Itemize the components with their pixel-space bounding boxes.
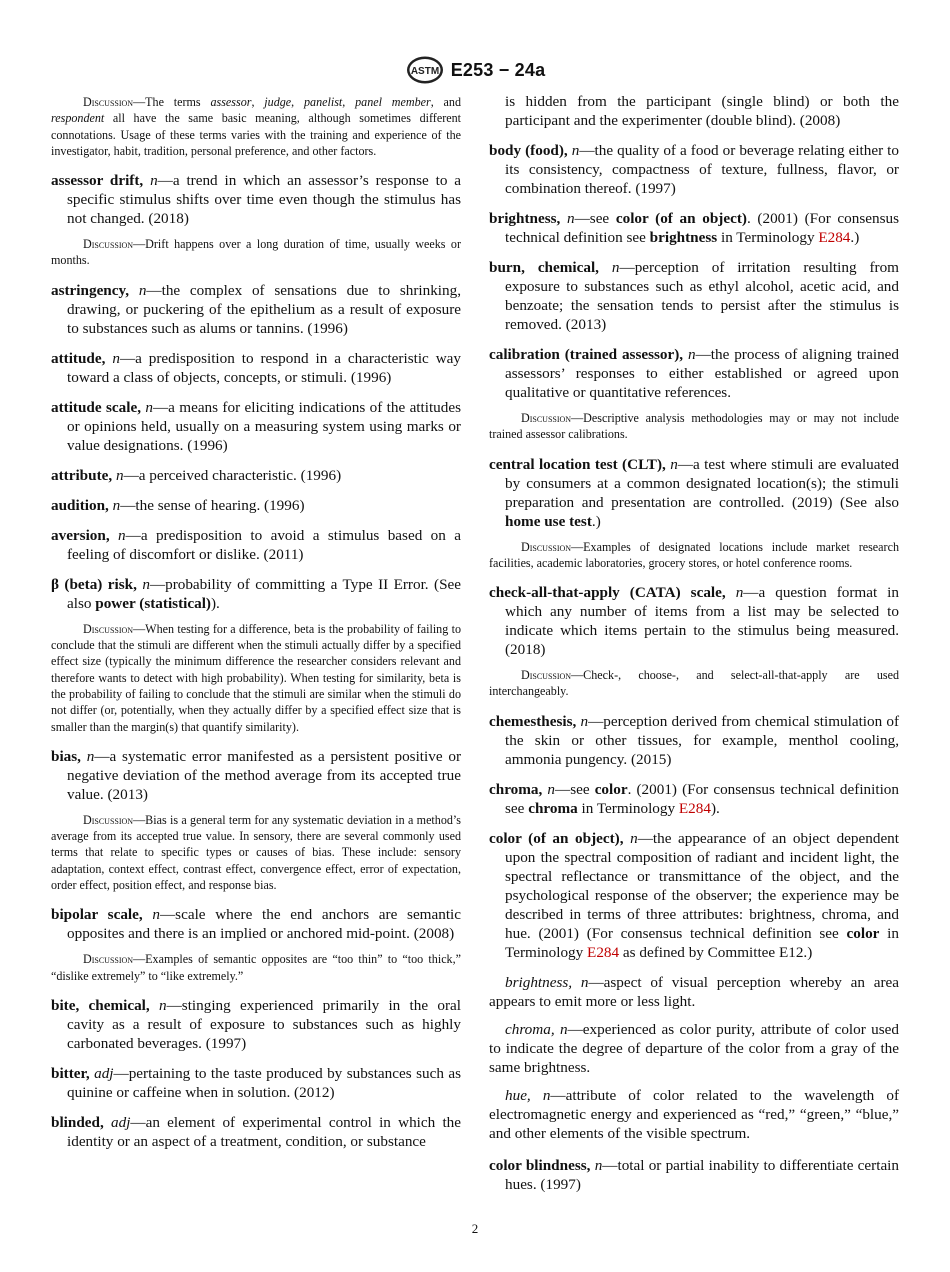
- astm-logo-icon: [405, 55, 445, 85]
- term-entry: astringency, n—the complex of sensations due to shrinking, drawing, or puckering of the epithelium as a result of exposure to substances such as alums or tannins. (1996): [51, 281, 461, 337]
- term-entry: bipolar scale, n—scale where the end anchors are semantic opposites and there is an implied or anchored mid-point. (2008): [51, 906, 462, 943]
- discussion-note: Discussion—Check-, choose-, and select-all-that-apply are used interchangeably.: [489, 668, 899, 699]
- term-entry: attitude scale, n—a means for eliciting indications of the attitudes or opinions held, usually on a measuring system using marks or value designations. (1996): [51, 398, 462, 454]
- term-entry: β (beta) risk, n—probability of committing a Type II Error. (See also power (statistical)).: [51, 575, 461, 612]
- reference-link[interactable]: E284: [818, 229, 851, 246]
- right-column: [489, 92, 899, 1205]
- term-entry: brightness, n—see color (of an object). (2001) (For consensus technical definition see brightness in Terminology E284.): [489, 210, 900, 246]
- term-entry: chroma, n—see color. (2001) (For consensus technical definition see chroma in Terminology E284).: [489, 780, 899, 817]
- term-entry: blinded, adj—an element of experimental control in which the identity or an aspect of a treatment, condition, or substance: [51, 1113, 461, 1150]
- term-entry: chemesthesis, n—perception derived from chemical stimulation of the skin or other tissues, for example, menthol cooling, ammonia pungency. (2015): [489, 712, 899, 768]
- term-entry: attitude, n—a predisposition to respond in a characteristic way toward a class of objects, concepts, or stimuli. (1996): [51, 349, 462, 386]
- term-entry: assessor drift, n—a trend in which an assessor’s response to a specific stimulus shifts over time even though the stimulus has not changed. (2018): [51, 172, 462, 228]
- reference-link[interactable]: E284: [587, 943, 620, 961]
- reference-link[interactable]: E284: [678, 799, 711, 817]
- term-entry: check-all-that-apply (CATA) scale, n—a question format in which any number of items from a list may be selected to indicate which items pertain to the stimulus being measured. (2018): [489, 584, 899, 659]
- logo-text: ASTM: [410, 66, 439, 77]
- term-entry: bite, chemical, n—stinging experienced primarily in the oral cavity as a result of exposure to substances such as highly carbonated beverages. (1997): [51, 996, 462, 1052]
- page-number: 2: [471, 1221, 479, 1236]
- term-continuation: is hidden from the participant (single blind) or both the participant and the experimenter (double blind). (2008): [505, 93, 899, 129]
- term-entry: bias, n—a systematic error manifested as a persistent positive or negative deviation of the method average from its accepted true value. (2013): [51, 747, 461, 803]
- discussion-note: Discussion—The terms assessor, judge, panelist, panel member, and respondent all have the same basic meaning, although sometimes different connotations. Usage of these terms varies with the training and experience of the investigator, habit, tradition, personal preference, and other factors.: [51, 95, 462, 158]
- discussion-note: Discussion—Examples of designated locations include market research facilities, academic laboratories, grocery stores, or hotel conference rooms.: [489, 539, 899, 570]
- left-column: [51, 92, 461, 1162]
- discussion-note: Discussion—When testing for a difference, beta is the probability of failing to conclude that the stimuli are different when the stimuli actually differ by a specified effect size (typically the minimum difference the researcher considers relevant and therefore wants to detect with high probability). When testing for similarity, beta is the probability of failing to conclude that the stimuli are similar when the stimuli do not differ (or, potentially, when they actually differ by a specified effect size that is smaller than the margin(s) that quantify similarity).: [51, 621, 461, 734]
- term-entry: central location test (CLT), n—a test where stimuli are evaluated by consumers at a common designated location(s); the stimuli preparation and presentation are controlled. (2019) (See also home use test.): [489, 455, 899, 530]
- term-entry: color blindness, n—total or partial inability to differentiate certain hues. (1997): [489, 1156, 899, 1193]
- page-header: [0, 54, 950, 86]
- term-entry: calibration (trained assessor), n—the process of aligning trained assessors’ responses to either established or agreed upon qualitative or quantitative references.: [489, 346, 900, 401]
- discussion-note: Discussion—Descriptive analysis methodologies may or may not include trained assessor calibrations.: [489, 411, 899, 442]
- sub-term-entry: chroma, n—experienced as color purity, attribute of color used to indicate the degree of departure of the color from a gray of the same brightness.: [489, 1020, 899, 1076]
- term-entry: color (of an object), n—the appearance of an object dependent upon the spectral composition of radiant and incident light, the spectral reflectance or transmittance of the object, and the psychological response of the observer; the experience may be described in terms of three attributes: brightness, chroma, and hue. (2001) (For consensus technical definition see color in Terminology E284 as defined by Committee E12.): [489, 829, 899, 961]
- term-entry: body (food), n—the quality of a food or beverage relating either to its consistency, compactness of texture, fullness, flavor, or combination thereof. (1997): [489, 142, 899, 197]
- sub-term-entry: brightness, n—aspect of visual perception whereby an area appears to emit more or less light.: [489, 973, 899, 1010]
- term-entry: aversion, n—a predisposition to avoid a stimulus based on a feeling of discomfort or dislike. (2011): [51, 526, 461, 563]
- discussion-note: Discussion—Bias is a general term for any systematic deviation in a method’s average from its accepted true value. In sensory, there are several commonly used terms that relate to specific types or causes of bias. These include: sensory adaptation, context effect, contrast effect, convergence effect, error of expectation, order effect, position effect, and response bias.: [51, 812, 461, 893]
- discussion-note: Discussion—Examples of semantic opposites are “too thin” to “too thick,” “dislike extremely” to “like extremely.”: [51, 952, 461, 983]
- term-entry: audition, n—the sense of hearing. (1996): [51, 496, 305, 514]
- sub-term-entry: hue, n—attribute of color related to the wavelength of electromagnetic energy and experienced as “red,” “green,” “blue,” and other elements of the visible spectrum.: [489, 1086, 899, 1142]
- document-designation: E253 − 24a: [450, 59, 546, 80]
- term-entry: burn, chemical, n—perception of irritation resulting from exposure to substances such as ethyl alcohol, acetic acid, and benzoate; the sensation tends to persist after the stimulus is removed. (2013): [489, 259, 899, 333]
- term-entry: attribute, n—a perceived characteristic. (1996): [51, 466, 342, 484]
- discussion-note: Discussion—Drift happens over a long duration of time, usually weeks or months.: [51, 237, 461, 268]
- term-entry: bitter, adj—pertaining to the taste produced by substances such as quinine or caffeine when in solution. (2012): [51, 1064, 461, 1101]
